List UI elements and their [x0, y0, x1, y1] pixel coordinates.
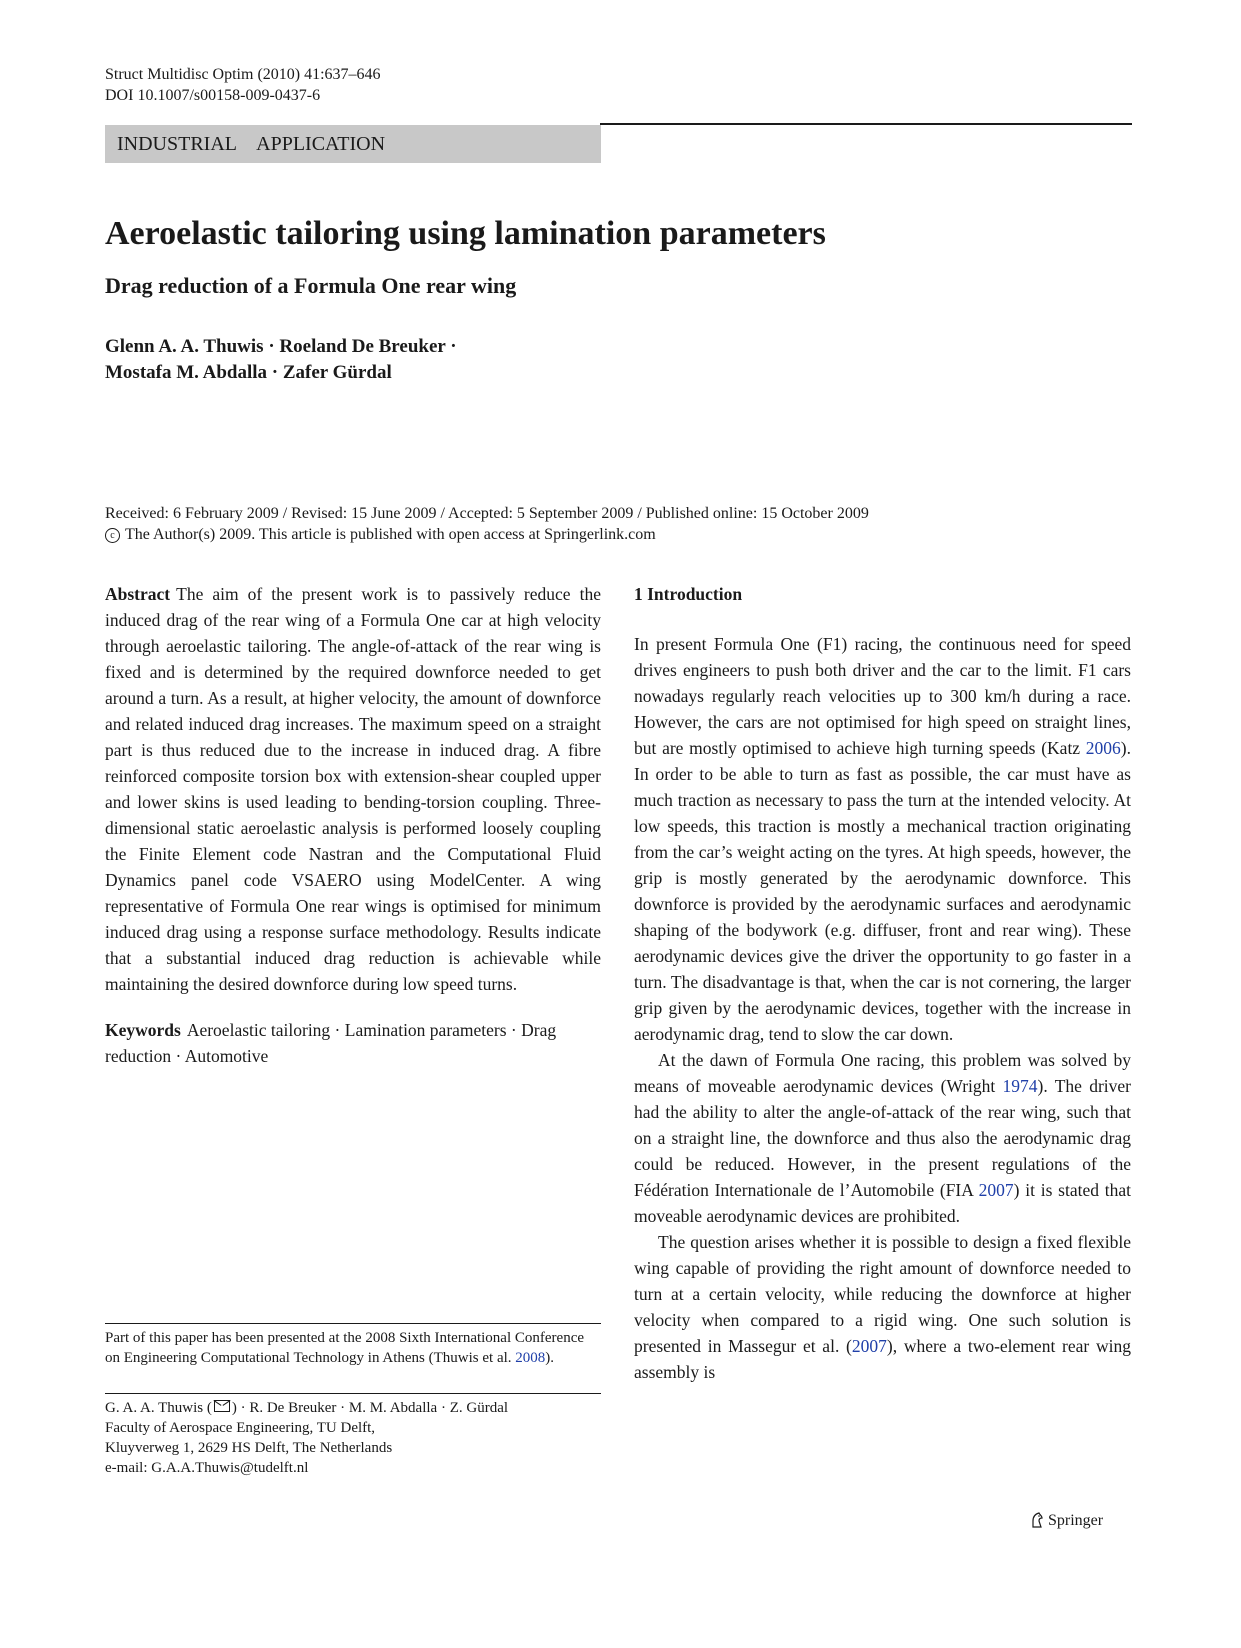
intro-p2-text-b: ). The driver had the ability to alter the angle-of-attack of the rear wing, such that on a straight line, the downforce and thus also the aerodynamic drag could be reduced. However, in the present regulations of the Fédération Internationale de l’Automobile (FIA — [634, 1076, 1131, 1200]
authors-line-2: Mostafa M. Abdalla · Zafer Gürdal — [105, 362, 392, 383]
affiliation-address: Kluyverweg 1, 2629 HS Delft, The Netherlands — [105, 1440, 393, 1456]
article-category: INDUSTRIAL APPLICATION — [105, 125, 601, 163]
intro-p2-text-c: ) it is stated that moveable aerodynamic devices are prohibited. — [634, 1180, 1131, 1226]
keywords-text: Aeroelastic tailoring · Lamination parameters · Drag reduction · Automotive — [105, 1020, 557, 1066]
intro-paragraph-1 — [634, 631, 1131, 1047]
conference-note-ref-link[interactable]: 2008 — [515, 1350, 546, 1366]
footnote-rule — [105, 1323, 601, 1324]
intro-paragraph-2 — [634, 1047, 1131, 1229]
keywords — [105, 1017, 601, 1069]
abstract-label: Abstract — [105, 584, 171, 604]
paper-subtitle: Drag reduction of a Formula One rear wing — [105, 273, 517, 298]
journal-citation — [105, 64, 381, 106]
affiliation-faculty: Faculty of Aerospace Engineering, TU Delft, — [105, 1420, 376, 1436]
intro-p1-text-a: In present Formula One (F1) racing, the continuous need for speed drives engineers to push both driver and the car to the limit. F1 cars nowadays regularly reach velocities up to 300 km/h during a race. However, the cars are not optimised for high speed on straight lines, but are mostly optimised to achieve high turning speeds (Katz — [634, 634, 1131, 758]
ref-link-massegur-2007[interactable]: 2007 — [851, 1336, 887, 1356]
ref-link-wright-1974[interactable]: 1974 — [1002, 1076, 1038, 1096]
publisher-logo — [1030, 1511, 1103, 1531]
copyright-text: The Author(s) 2009. This article is published with open access at Springerlink.com — [125, 526, 656, 543]
corresponding-author: G. A. A. Thuwis — [105, 1400, 204, 1416]
intro-p3-text-b: ), where a two-element rear wing assembly is — [634, 1336, 1131, 1382]
header-rule — [600, 123, 1132, 125]
intro-p1-text-b: ). In order to be able to turn as fast as possible, the car must have as much traction as necessary to pass the turn at the intended velocity. At low speeds, this traction is mostly a mechanical traction originating from the car’s weight acting on the tyres. At high speeds, however, the grip is mostly generated by the aerodynamic downforce. This downforce is provided by the aerodynamic surfaces and aerodynamic shaping of the bodywork (e.g. diffuser, front and rear wing). These aerodynamic devices give the driver the opportunity to go faster in a turn. The disadvantage is that, when the car is not cornering, the larger grip given by the aerodynamic devices, together with the increase in aerodynamic drag, tend to slow the car down. — [634, 738, 1131, 1044]
affiliation-rule — [105, 1393, 601, 1394]
copyright-line — [105, 524, 869, 545]
affiliation-footnote — [105, 1398, 601, 1478]
journal-line: Struct Multidisc Optim (2010) 41:637–646 — [105, 66, 381, 83]
publication-history — [105, 503, 869, 545]
right-column — [634, 581, 1131, 1385]
abstract — [105, 581, 601, 997]
publisher-name: Springer — [1048, 1512, 1104, 1529]
left-column — [105, 581, 601, 1069]
paper-title: Aeroelastic tailoring using lamination parameters — [105, 215, 826, 252]
intro-paragraph-3 — [634, 1229, 1131, 1385]
copyright-icon: c — [105, 528, 120, 543]
conference-footnote — [105, 1328, 601, 1368]
author-list — [105, 334, 457, 386]
intro-p3-text-a: The question arises whether it is possible to design a fixed flexible wing capable of providing the right amount of downforce needed to turn at a certain velocity, while reducing the downforce at higher velocity when compared to a rigid wing. One such solution is presented in Massegur et al. ( — [634, 1232, 1131, 1356]
springer-horse-icon — [1030, 1512, 1044, 1528]
doi-line: DOI 10.1007/s00158-009-0437-6 — [105, 87, 321, 104]
envelope-icon — [214, 1400, 230, 1412]
conference-note-end: ). — [545, 1350, 555, 1366]
ref-link-katz-2006[interactable]: 2006 — [1085, 738, 1121, 758]
keywords-label: Keywords — [105, 1020, 181, 1040]
dates-line: Received: 6 February 2009 / Revised: 15 June 2009 / Accepted: 5 September 2009 / Published online: 15 October 2009 — [105, 505, 869, 522]
affiliation-names: G. A. A. Thuwis ( ) · R. De Breuker · M. M. Abdalla · Z. Gürdal — [105, 1400, 509, 1416]
affiliation-email: e-mail: G.A.A.Thuwis@tudelft.nl — [105, 1460, 309, 1476]
intro-p2-text-a: At the dawn of Formula One racing, this problem was solved by means of moveable aerodynamic devices (Wright — [634, 1050, 1131, 1096]
abstract-text: The aim of the present work is to passively reduce the induced drag of the rear wing of a Formula One car at high velocity through aeroelastic tailoring. The angle-of-attack of the rear wing is fixed and is determined by the required downforce needed to get around a turn. As a result, at higher velocity, the amount of downforce and related induced drag increases. The maximum speed on a straight part is thus reduced due to the increase in induced drag. A fibre reinforced composite torsion box with extension-shear coupled upper and lower skins is used leading to bending-torsion coupling. Three-dimensional static aeroelastic analysis is performed loosely coupling the Finite Element code Nastran and the Computational Fluid Dynamics panel code VSAERO using ModelCenter. A wing representative of Formula One rear wings is optimised for minimum induced drag using a response surface methodology. Results indicate that a substantial induced drag reduction is achievable while maintaining the desired downforce during low speed turns. — [105, 584, 601, 994]
other-authors: · R. De Breuker · M. M. Abdalla · Z. Gürdal — [240, 1400, 509, 1416]
authors-line-1: Glenn A. A. Thuwis · Roeland De Breuker · — [105, 336, 457, 357]
conference-note-text: Part of this paper has been presented at the 2008 Sixth International Conference on Engineering Computational Technology in Athens (Thuwis et al. — [105, 1330, 585, 1366]
ref-link-fia-2007[interactable]: 2007 — [978, 1180, 1014, 1200]
section-heading-introduction: 1 Introduction — [634, 584, 743, 604]
